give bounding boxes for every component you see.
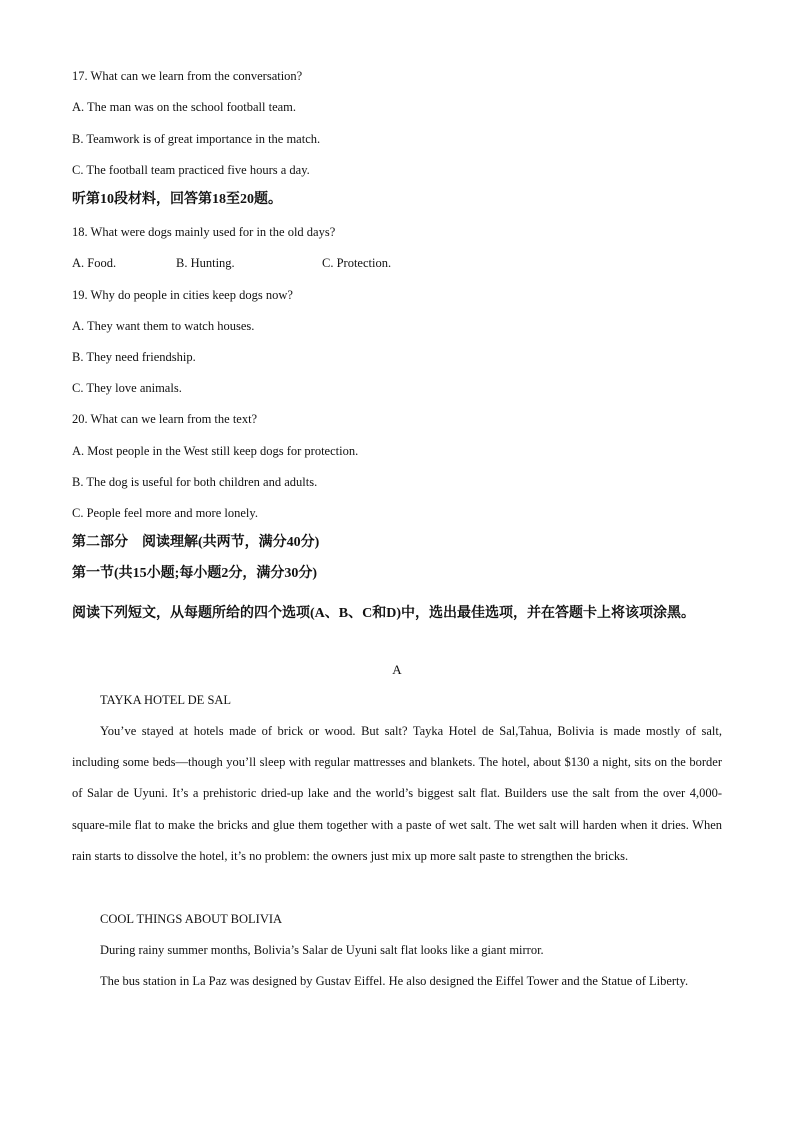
q20-option-a: A. Most people in the West still keep dogs for protection.: [72, 444, 359, 458]
question-20: 20. What can we learn from the text?: [72, 412, 258, 426]
paragraph-tayka-hotel: You’ve stayed at hotels made of brick or wood. But salt? Tayka Hotel de Sal,Tahua, Bolivia is made mostly of salt, including some beds—though you’ll sleep with regular mattresses and blankets. The hotel, about $130 a night, sits on the border of Salar de Uyuni. It’s a prehistoric dried-up lake and the world’s biggest salt flat. Builders use the salt from the over 4,000-square-mile flat to make the bricks and glue them together with a paste of wet salt. The wet salt will harden when it dries. When rain starts to dissolve the hotel, it’s no problem: the owners just mix up more salt paste to strengthen the bricks.: [72, 724, 722, 863]
question-18: 18. What were dogs mainly used for in the old days?: [72, 225, 336, 239]
q20-option-b: B. The dog is useful for both children and adults.: [72, 475, 318, 489]
q18-option-c: C. Protection.: [322, 256, 392, 270]
q20-option-c: C. People feel more and more lonely.: [72, 506, 258, 520]
q18-options: [72, 255, 391, 271]
reading-instructions: 阅读下列短文，从每题所给的四个选项(A、B、C和D)中，选出最佳选项，并在答题卡上将该项涂黑。: [72, 606, 695, 621]
question-19: 19. Why do people in cities keep dogs now?: [72, 288, 293, 302]
paragraph-salt-flat-mirror: During rainy summer months, Bolivia’s Salar de Uyuni salt flat looks like a giant mirror.: [100, 943, 544, 957]
heading-cool-things: COOL THINGS ABOUT BOLIVIA: [100, 912, 283, 926]
q18-option-a: A. Food.: [72, 256, 117, 270]
q19-option-c: C. They love animals.: [72, 381, 182, 395]
q17-option-b: B. Teamwork is of great importance in the match.: [72, 132, 321, 146]
part-2-heading: 第二部分 阅读理解(共两节，满分40分): [72, 535, 320, 550]
q19-option-a: A. They want them to watch houses.: [72, 319, 255, 333]
section-1-heading: 第一节(共15小题;每小题2分，满分30分): [72, 566, 317, 581]
passage-letter: A: [392, 662, 402, 677]
q18-option-b: B. Hunting.: [176, 256, 235, 270]
q17-option-a: A. The man was on the school football team.: [72, 100, 297, 114]
paragraph-bus-station: The bus station in La Paz was designed by Gustav Eiffel. He also designed the Eiffel Tower and the Statue of Liberty.: [100, 974, 689, 988]
q19-option-b: B. They need friendship.: [72, 350, 196, 364]
section-10-heading: 听第10段材料，回答第18至20题。: [72, 192, 282, 207]
heading-tayka-hotel: TAYKA HOTEL DE SAL: [100, 693, 232, 707]
q17-option-c: C. The football team practiced five hours a day.: [72, 163, 310, 177]
question-17: 17. What can we learn from the conversation?: [72, 69, 303, 83]
